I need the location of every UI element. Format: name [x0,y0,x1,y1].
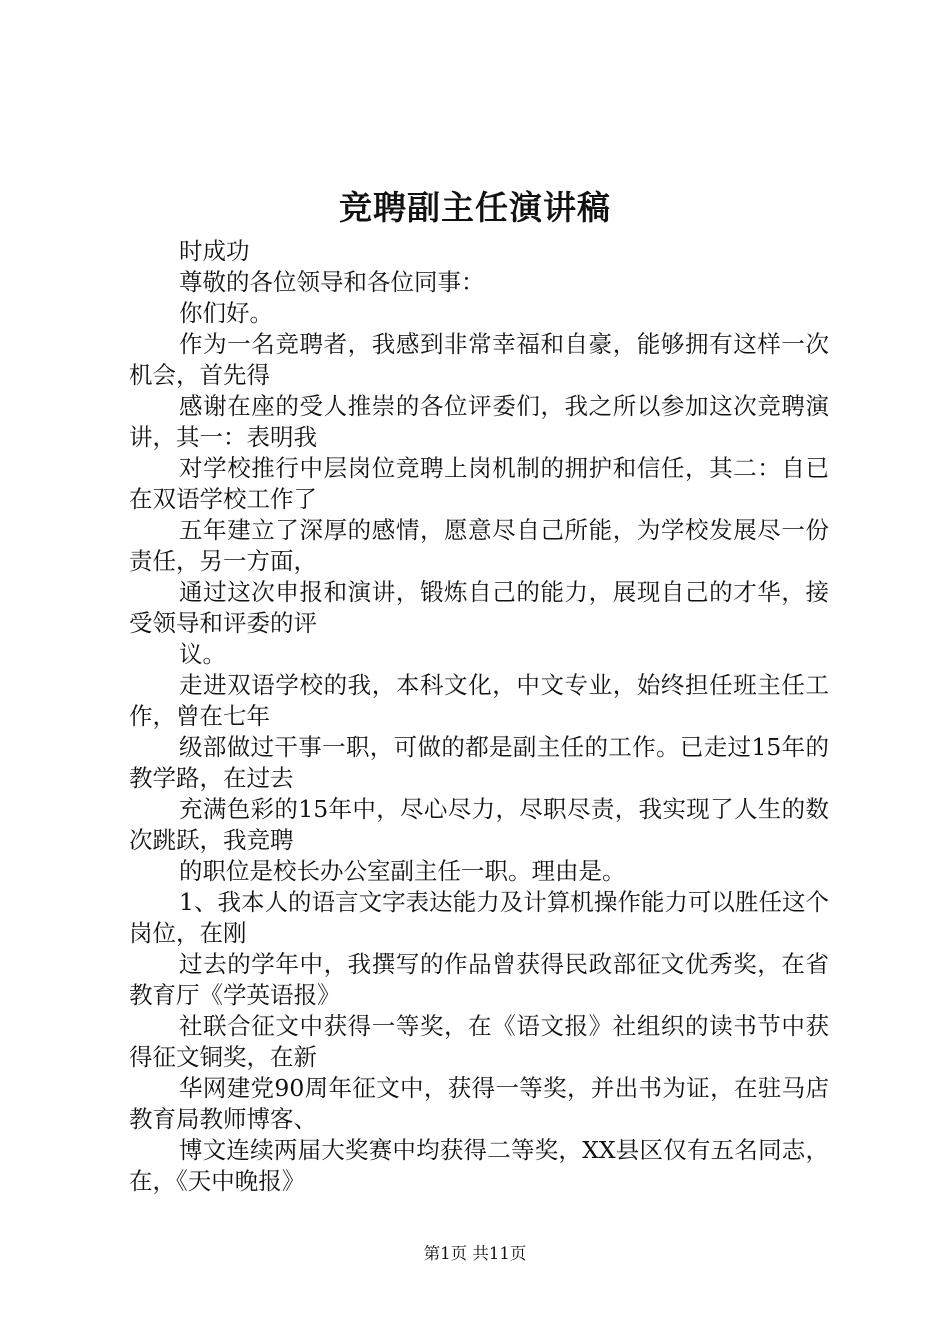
salutation: 尊敬的各位领导和各位同事： [179,268,485,296]
paragraph: 对学校推行中层岗位竞聘上岗机制的拥护和信任，其二：自已在双语学校工作了 [129,454,829,513]
paragraph: 充满色彩的15年中，尽心尽力，尽职尽责，我实现了人生的数次跳跃，我竞聘 [129,795,829,854]
paragraph: 议。 [179,640,226,668]
paragraph: 博文连续两届大奖赛中均获得二等奖，XX县区仅有五名同志，在，《天中晚报》 [129,1136,829,1195]
paragraph: 作为一名竞聘者，我感到非常幸福和自豪，能够拥有这样一次机会，首先得 [129,330,829,389]
paragraph: 社联合征文中获得一等奖，在《语文报》社组织的读书节中获得征文铜奖，在新 [129,1012,829,1071]
paragraph: 五年建立了深厚的感情，愿意尽自己所能，为学校发展尽一份责任，另一方面， [129,516,829,575]
paragraph: 1、我本人的语言文字表达能力及计算机操作能力可以胜任这个岗位，在刚 [129,888,829,947]
paragraph: 的职位是校长办公室副主任一职。理由是。 [179,857,626,885]
greeting: 你们好。 [179,299,273,327]
paragraph: 感谢在座的受人推崇的各位评委们，我之所以参加这次竞聘演讲，其一：表明我 [129,392,829,451]
paragraph: 华网建党90周年征文中，获得一等奖，并出书为证，在驻马店教育局教师博客、 [129,1074,829,1133]
paragraph: 过去的学年中，我撰写的作品曾获得民政部征文优秀奖，在省教育厅《学英语报》 [129,950,829,1009]
page-number: 第1页 共11页 [423,1244,527,1263]
document-title: 竞聘副主任演讲稿 [339,188,611,227]
paragraph: 走进双语学校的我，本科文化，中文专业，始终担任班主任工作，曾在七年 [129,671,829,730]
paragraph: 级部做过干事一职，可做的都是副主任的工作。已走过15年的教学路，在过去 [129,733,829,792]
document-body [129,236,829,1197]
paragraph: 通过这次申报和演讲，锻炼自己的能力，展现自己的才华，接受领导和评委的评 [129,578,829,637]
author-line: 时成功 [179,237,250,265]
